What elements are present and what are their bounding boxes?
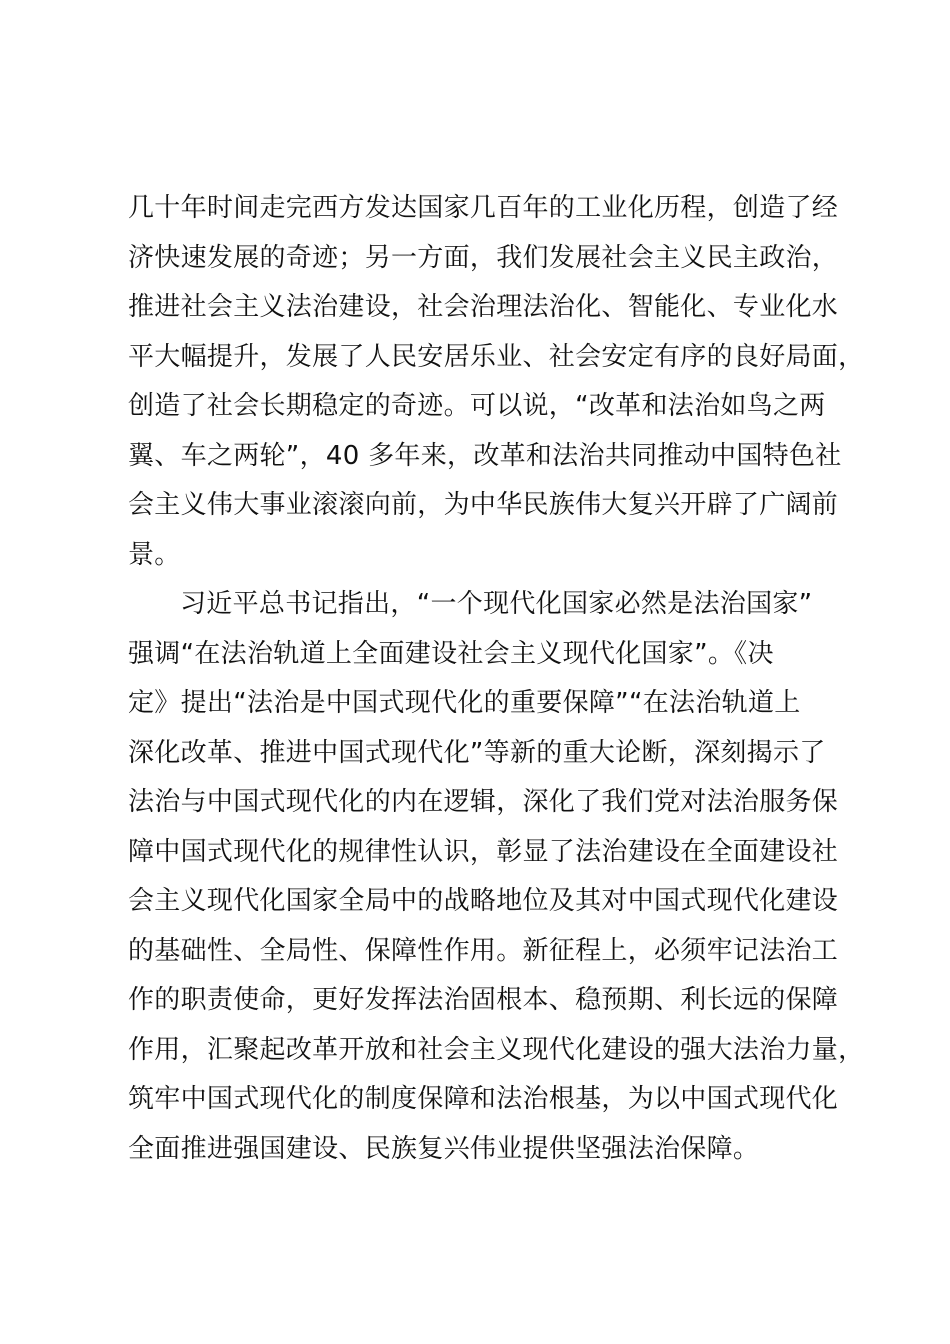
text-line: 济快速发展的奇迹；另一方面，我们发展社会主义民主政治， <box>128 242 839 273</box>
text-line: 全面推进强国建设、民族复兴伟业提供坚强法治保障。 <box>128 1133 760 1164</box>
text-line: 法治与中国式现代化的内在逻辑，深化了我们党对法治服务保 <box>128 787 839 817</box>
text-line: 深化改革、推进中国式现代化”等新的重大论断，深刻揭示了 <box>128 737 826 768</box>
text-line: 翼、车之两轮”，40 多年来，改革和法治共同推动中国特色社 <box>128 440 842 471</box>
paragraph-start-line: 习近平总书记指出，“一个现代化国家必然是法治国家” <box>180 589 813 619</box>
text-line: 几十年时间走完西方发达国家几百年的工业化历程，创造了经 <box>128 193 839 223</box>
text-line: 平大幅提升，发展了人民安居乐业、社会安定有序的良好局面， <box>128 341 865 372</box>
text-line: 创造了社会长期稳定的奇迹。可以说，“改革和法治如鸟之两 <box>128 391 826 421</box>
text-line: 障中国式现代化的规律性认识，彰显了法治建设在全面建设社 <box>128 836 839 867</box>
text-line: 定》提出“法治是中国式现代化的重要保障”“在法治轨道上 <box>128 688 801 718</box>
text-line: 的基础性、全局性、保障性作用。新征程上，必须牢记法治工 <box>128 935 839 966</box>
text-line: 作的职责使命，更好发挥法治固根本、稳预期、利长远的保障 <box>128 985 839 1015</box>
text-line: 强调“在法治轨道上全面建设社会主义现代化国家”。《决 <box>128 638 774 669</box>
text-line: 推进社会主义法治建设，社会治理法治化、智能化、专业化水 <box>128 292 839 322</box>
text-line: 筑牢中国式现代化的制度保障和法治根基，为以中国式现代化 <box>128 1084 839 1114</box>
text-line: 会主义伟大事业滚滚向前，为中华民族伟大复兴开辟了广阔前 <box>128 490 839 520</box>
body-text <box>128 184 865 1174</box>
text-line: 景。 <box>128 539 181 570</box>
text-line: 作用，汇聚起改革开放和社会主义现代化建设的强大法治力量， <box>128 1034 865 1065</box>
text-line: 会主义现代化国家全局中的战略地位及其对中国式现代化建设 <box>128 886 839 916</box>
